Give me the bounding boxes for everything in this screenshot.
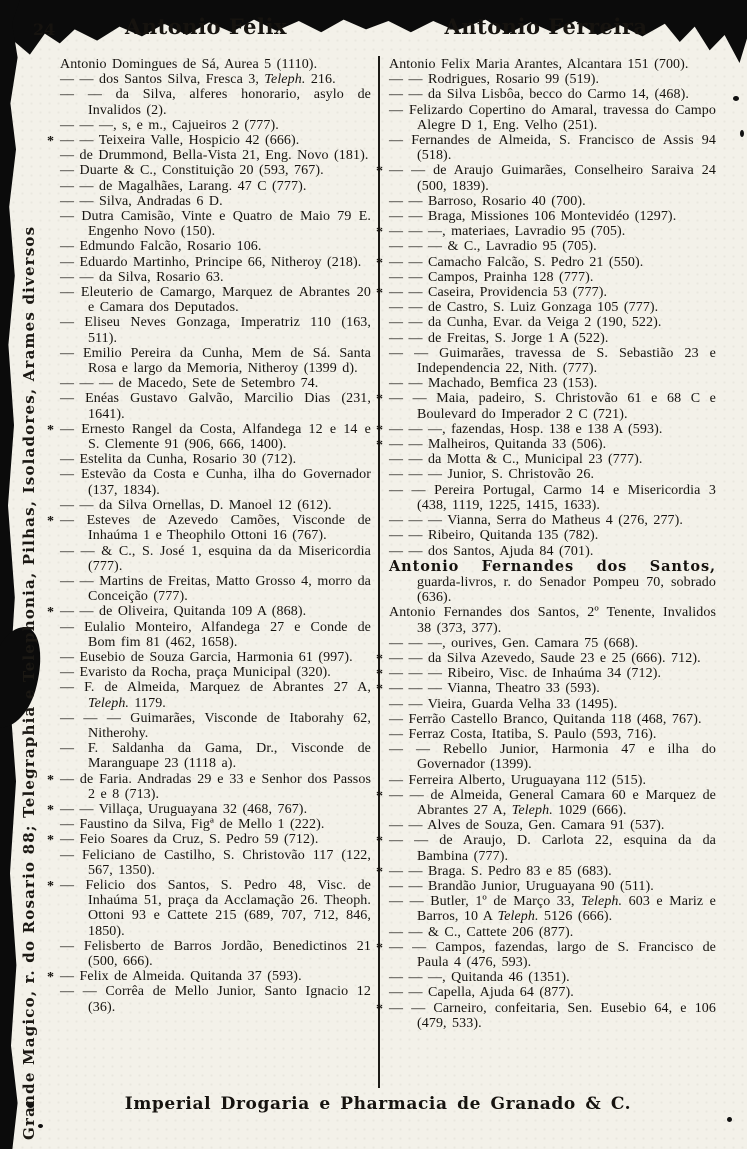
star-marker: * xyxy=(47,802,55,818)
directory-entry: — — & C., S. José 1, esquina da da Misericordia (777). xyxy=(60,543,371,574)
directory-entry: — — Alves de Souza, Gen. Camara 91 (537). xyxy=(389,818,665,834)
directory-entry: — — de Castro, S. Luiz Gonzaga 105 (777). xyxy=(389,300,659,316)
star-marker: * xyxy=(47,134,55,150)
directory-entry: — de Drummond, Bella-Vista 21, Eng. Novo (181). xyxy=(60,148,369,164)
directory-entry: — — & C., Cattete 206 (877). xyxy=(389,924,574,940)
directory-entry: * — — — Ribeiro, Visc. de Inhaúma 34 (712). xyxy=(376,666,662,683)
ink-speck xyxy=(727,1117,732,1122)
directory-entry: — — — Guimarães, Visconde de Itaborahy 62, Nitherohy. xyxy=(60,710,371,741)
directory-entry: — — Machado, Bemfica 23 (153). xyxy=(389,376,598,392)
star-marker: * xyxy=(47,878,55,894)
directory-entry: Antonio Domingues de Sá, Aurea 5 (1110). xyxy=(60,57,318,72)
directory-entry: — — — Junior, S. Christovão 26. xyxy=(389,467,595,483)
directory-entry: — — Rodrigues, Rosario 99 (519). xyxy=(389,72,600,88)
star-marker: * xyxy=(376,940,384,956)
directory-entry: * — Esteves de Azevedo Camões, Visconde de Inhaúma 1 e Theophilo Ottoni 16 (767). xyxy=(47,513,371,544)
running-head-left: Antonio Felix xyxy=(125,14,287,39)
directory-entry: Antonio Fernandes dos Santos, 2º Tenente, Invalidos 38 (373, 377). xyxy=(389,605,716,636)
directory-entry: — — — de Macedo, Sete de Setembro 74. xyxy=(60,376,319,392)
directory-entry: — — dos Santos Silva, Fresca 3, Teleph. 216. xyxy=(60,72,336,88)
directory-entry: * — — Camacho Falcão, S. Pedro 21 (550). xyxy=(376,254,644,271)
ink-speck xyxy=(733,96,739,101)
star-marker: * xyxy=(376,438,384,454)
directory-entry: — Eleuterio de Camargo, Marquez de Abrantes 20 e Camara dos Deputados. xyxy=(60,285,371,316)
directory-column-right xyxy=(376,57,716,1031)
directory-entry: * — — de Almeida, General Camara 60 e Marquez de Abrantes 27 A, Teleph. 1029 (666). xyxy=(376,787,716,818)
directory-entry: — Ferreira Alberto, Uruguayana 112 (515). xyxy=(389,772,647,788)
directory-entry: * — Feio Soares da Cruz, S. Pedro 59 (712). xyxy=(47,832,319,849)
directory-entry: — Feliciano de Castilho, S. Christovão 117 (122, 567, 1350). xyxy=(60,847,371,878)
star-marker: * xyxy=(47,422,55,438)
star-marker: * xyxy=(376,651,384,667)
star-marker: * xyxy=(376,667,384,683)
running-head-right: Antonio Ferreira xyxy=(444,14,648,39)
directory-entry: * — — — Vianna, Theatro 33 (593). xyxy=(376,681,600,698)
star-marker: * xyxy=(376,164,384,180)
directory-entry: — — Vieira, Guarda Velha 33 (1495). xyxy=(389,696,618,712)
directory-entry: — — da Cunha, Evar. da Veiga 2 (190, 522). xyxy=(389,315,662,331)
directory-entry: — — — & C., Lavradio 95 (705). xyxy=(389,239,597,255)
star-marker: * xyxy=(376,422,384,438)
star-marker: * xyxy=(376,255,384,271)
entry-bold-name: Antonio Fernandes dos Santos, xyxy=(389,557,716,575)
directory-entry: — — Pereira Portugal, Carmo 14 e Misericordia 3 (438, 1119, 1225, 1415, 1633). xyxy=(389,482,716,513)
directory-entry: — — Barroso, Rosario 40 (700). xyxy=(389,193,586,209)
directory-entry: — Dutra Camisão, Vinte e Quatro de Maio 79 E. Engenho Novo (150). xyxy=(60,209,371,240)
star-marker: * xyxy=(47,970,55,986)
star-marker: * xyxy=(47,772,55,788)
directory-entry: * — — —, fazendas, Hosp. 138 e 138 A (593). xyxy=(376,421,663,438)
directory-entry: — Felizardo Copertino do Amaral, travessa do Campo Alegre D 1, Eng. Velho (251). xyxy=(389,102,716,133)
directory-entry: — Emilio Pereira da Cunha, Mem de Sá. Santa Rosa e largo da Memoria, Nitheroy (1399 d). xyxy=(60,345,371,377)
directory-entry: — Eusebio de Souza Garcia, Harmonia 61 (997). xyxy=(60,649,353,665)
star-marker: * xyxy=(376,392,384,408)
directory-entry: — — da Motta & C., Municipal 23 (777). xyxy=(389,452,643,468)
directory-entry: — — dos Santos, Ajuda 84 (701). xyxy=(389,543,594,559)
directory-entry: — — —, s, e m., Cajueiros 2 (777). xyxy=(60,117,279,133)
directory-column-left xyxy=(47,57,371,1015)
star-marker: * xyxy=(376,682,384,698)
star-marker: * xyxy=(376,788,384,804)
star-marker: * xyxy=(376,1001,384,1017)
directory-entry: * — — da Silva Azevedo, Saude 23 e 25 (666). 712). xyxy=(376,650,701,667)
directory-entry: * — — Braga. S. Pedro 83 e 85 (683). xyxy=(376,863,612,880)
directory-entry: * — — Campos, fazendas, largo de S. Francisco de Paula 4 (476, 593). xyxy=(376,939,716,970)
star-marker: * xyxy=(47,514,55,530)
directory-entry: — — Braga, Missiones 106 Montevidéo (1297). xyxy=(389,209,677,225)
directory-entry: — Duarte & C., Constituição 20 (593, 767). xyxy=(60,163,324,179)
directory-entry: * — — Maia, padeiro, S. Christovão 61 e 68 C e Boulevard do Imperador 2 C (721). xyxy=(376,391,716,422)
directory-entry: * — Felix de Almeida. Quitanda 37 (593). xyxy=(47,969,302,986)
directory-entry: — Fernandes de Almeida, S. Francisco de Assis 94 (518). xyxy=(389,133,716,164)
star-marker: * xyxy=(47,605,55,621)
directory-entry: — F. Saldanha da Gama, Dr., Visconde de Maranguape 23 (1118 a). xyxy=(60,741,371,772)
directory-entry: — — —, Quitanda 46 (1351). xyxy=(389,970,570,986)
directory-entry: — F. de Almeida, Marquez de Abrantes 27 A, Teleph. 1179. xyxy=(60,680,371,711)
directory-entry: — — Martins de Freitas, Matto Grosso 4, morro da Conceição (777). xyxy=(60,573,371,605)
directory-entry: * — — Malheiros, Quitanda 33 (506). xyxy=(376,437,607,454)
directory-entry: — Eulalio Monteiro, Alfandega 27 e Conde de Bom fim 81 (462, 1658). xyxy=(60,619,371,650)
directory-entry: — Eduardo Martinho, Principe 66, Nitheroy (218). xyxy=(60,254,362,270)
directory-entry: — Enéas Gustavo Galvão, Marcilio Dias (231, 1641). xyxy=(60,391,371,422)
directory-entry: — — Capella, Ajuda 64 (877). xyxy=(389,985,574,1001)
ink-speck xyxy=(740,130,744,137)
directory-entry: * — — de Oliveira, Quitanda 109 A (868). xyxy=(47,604,307,621)
ink-speck xyxy=(38,1124,43,1128)
directory-entry: — — de Magalhães, Larang. 47 C (777). xyxy=(60,178,307,194)
directory-entry: * — de Faria. Andradas 29 e 33 e Senhor dos Passos 2 e 8 (713). xyxy=(47,771,371,802)
directory-entry: — — Brandão Junior, Uruguayana 90 (511). xyxy=(389,878,654,894)
directory-entry: — Faustino da Silva, Figª de Mello 1 (222). xyxy=(60,817,325,833)
book-spine-edge xyxy=(0,0,20,1149)
directory-entry: — — Rebello Junior, Harmonia 47 e ilha do Governador (1399). xyxy=(389,742,716,773)
directory-entry: — — de Freitas, S. Jorge 1 A (522). xyxy=(389,330,609,346)
spine-ad-text: Grande Magico, r. do Rosario 88; Telegraphia e Telephonia, Pilhas, Isoladores, Arames diversos xyxy=(20,225,38,1140)
directory-entry: * — — Villaça, Uruguayana 32 (468, 767). xyxy=(47,801,308,818)
directory-entry: — — Guimarães, travessa de S. Sebastião 23 e Independencia 22, Nith. (777). xyxy=(389,345,716,377)
directory-entry: — — — Vianna, Serra do Matheus 4 (276, 277). xyxy=(389,513,684,529)
directory-entry: — Edmundo Falcão, Rosario 106. xyxy=(60,239,262,255)
directory-entry: — — da Silva Ornellas, D. Manoel 12 (612). xyxy=(60,497,332,513)
star-marker: * xyxy=(376,225,384,241)
directory-entry: — — da Silva, Rosario 63. xyxy=(60,269,224,285)
directory-entry: Antonio Felix Maria Arantes, Alcantara 151 (700). xyxy=(389,57,689,72)
directory-entry: — — da Silva Lisbôa, becco do Carmo 14, (468). xyxy=(389,87,689,103)
directory-entry: — — Campos, Prainha 128 (777). xyxy=(389,269,594,285)
directory-entry: — Eliseu Neves Gonzaga, Imperatriz 110 (163, 511). xyxy=(60,315,371,346)
star-marker: * xyxy=(47,833,55,849)
directory-entry: * — Felicio dos Santos, S. Pedro 48, Visc. de Inhaúma 51, praça da Acclamação 26. Theoph. Ottoni 93 e Cattete 215 (689, 707, 712, 846, 1850). xyxy=(47,877,371,939)
directory-entry: * — — Teixeira Valle, Hospicio 42 (666). xyxy=(47,133,300,150)
footer-ad: Imperial Drogaria e Pharmacia de Granado & C. xyxy=(124,1094,632,1114)
directory-entry: — — —, ourives, Gen. Camara 75 (668). xyxy=(389,635,639,651)
directory-entry: * — — Carneiro, confeitaria, Sen. Eusebio 64, e 106 (479, 533). xyxy=(376,1000,716,1031)
directory-entry: * — — de Araujo, D. Carlota 22, esquina da da Bambina (777). xyxy=(376,833,716,864)
directory-entry: — — Butler, 1º de Março 33, Teleph. 603 e Mariz e Barros, 10 A Teleph. 5126 (666). xyxy=(389,894,716,925)
column-divider-rule xyxy=(378,56,380,1088)
directory-entry: * — Ernesto Rangel da Costa, Alfandega 12 e 14 e S. Clemente 91 (906, 666, 1400). xyxy=(47,421,371,453)
directory-entry: — — Corrêa de Mello Junior, Santo Ignacio 12 (36). xyxy=(60,984,371,1015)
star-marker: * xyxy=(376,834,384,850)
directory-entry: — Evaristo da Rocha, praça Municipal (320). xyxy=(60,665,331,681)
directory-entry: * — — —, materiaes, Lavradio 95 (705). xyxy=(376,224,626,241)
directory-entry: — — Ribeiro, Quitanda 135 (782). xyxy=(389,528,599,544)
page-number: 24 xyxy=(33,20,56,39)
directory-entry: * — — de Araujo Guimarães, Conselheiro Saraiva 24 (500, 1839). xyxy=(376,163,716,194)
directory-entry: — Estelita da Cunha, Rosario 30 (712). xyxy=(60,452,297,468)
directory-entry: — Ferrão Castello Branco, Quitanda 118 (468, 767). xyxy=(389,711,702,727)
star-marker: * xyxy=(376,864,384,880)
directory-entry: Antonio Fernandes dos Santos, guarda-livros, r. do Senador Pompeu 70, sobrado (636). xyxy=(389,557,716,606)
directory-entry: — — da Silva, alferes honorario, asylo de Invalidos (2). xyxy=(60,87,371,118)
star-marker: * xyxy=(376,286,384,302)
directory-entry: — Estevão da Costa e Cunha, ilha do Governador (137, 1834). xyxy=(60,467,371,498)
directory-entry: — Ferraz Costa, Itatiba, S. Paulo (593, 716). xyxy=(389,726,657,742)
directory-entry: — — Silva, Andradas 6 D. xyxy=(60,193,223,209)
directory-entry: — Felisberto de Barros Jordão, Benedictinos 21 (500, 666). xyxy=(60,938,371,969)
directory-entry: * — — Caseira, Providencia 53 (777). xyxy=(376,285,608,302)
